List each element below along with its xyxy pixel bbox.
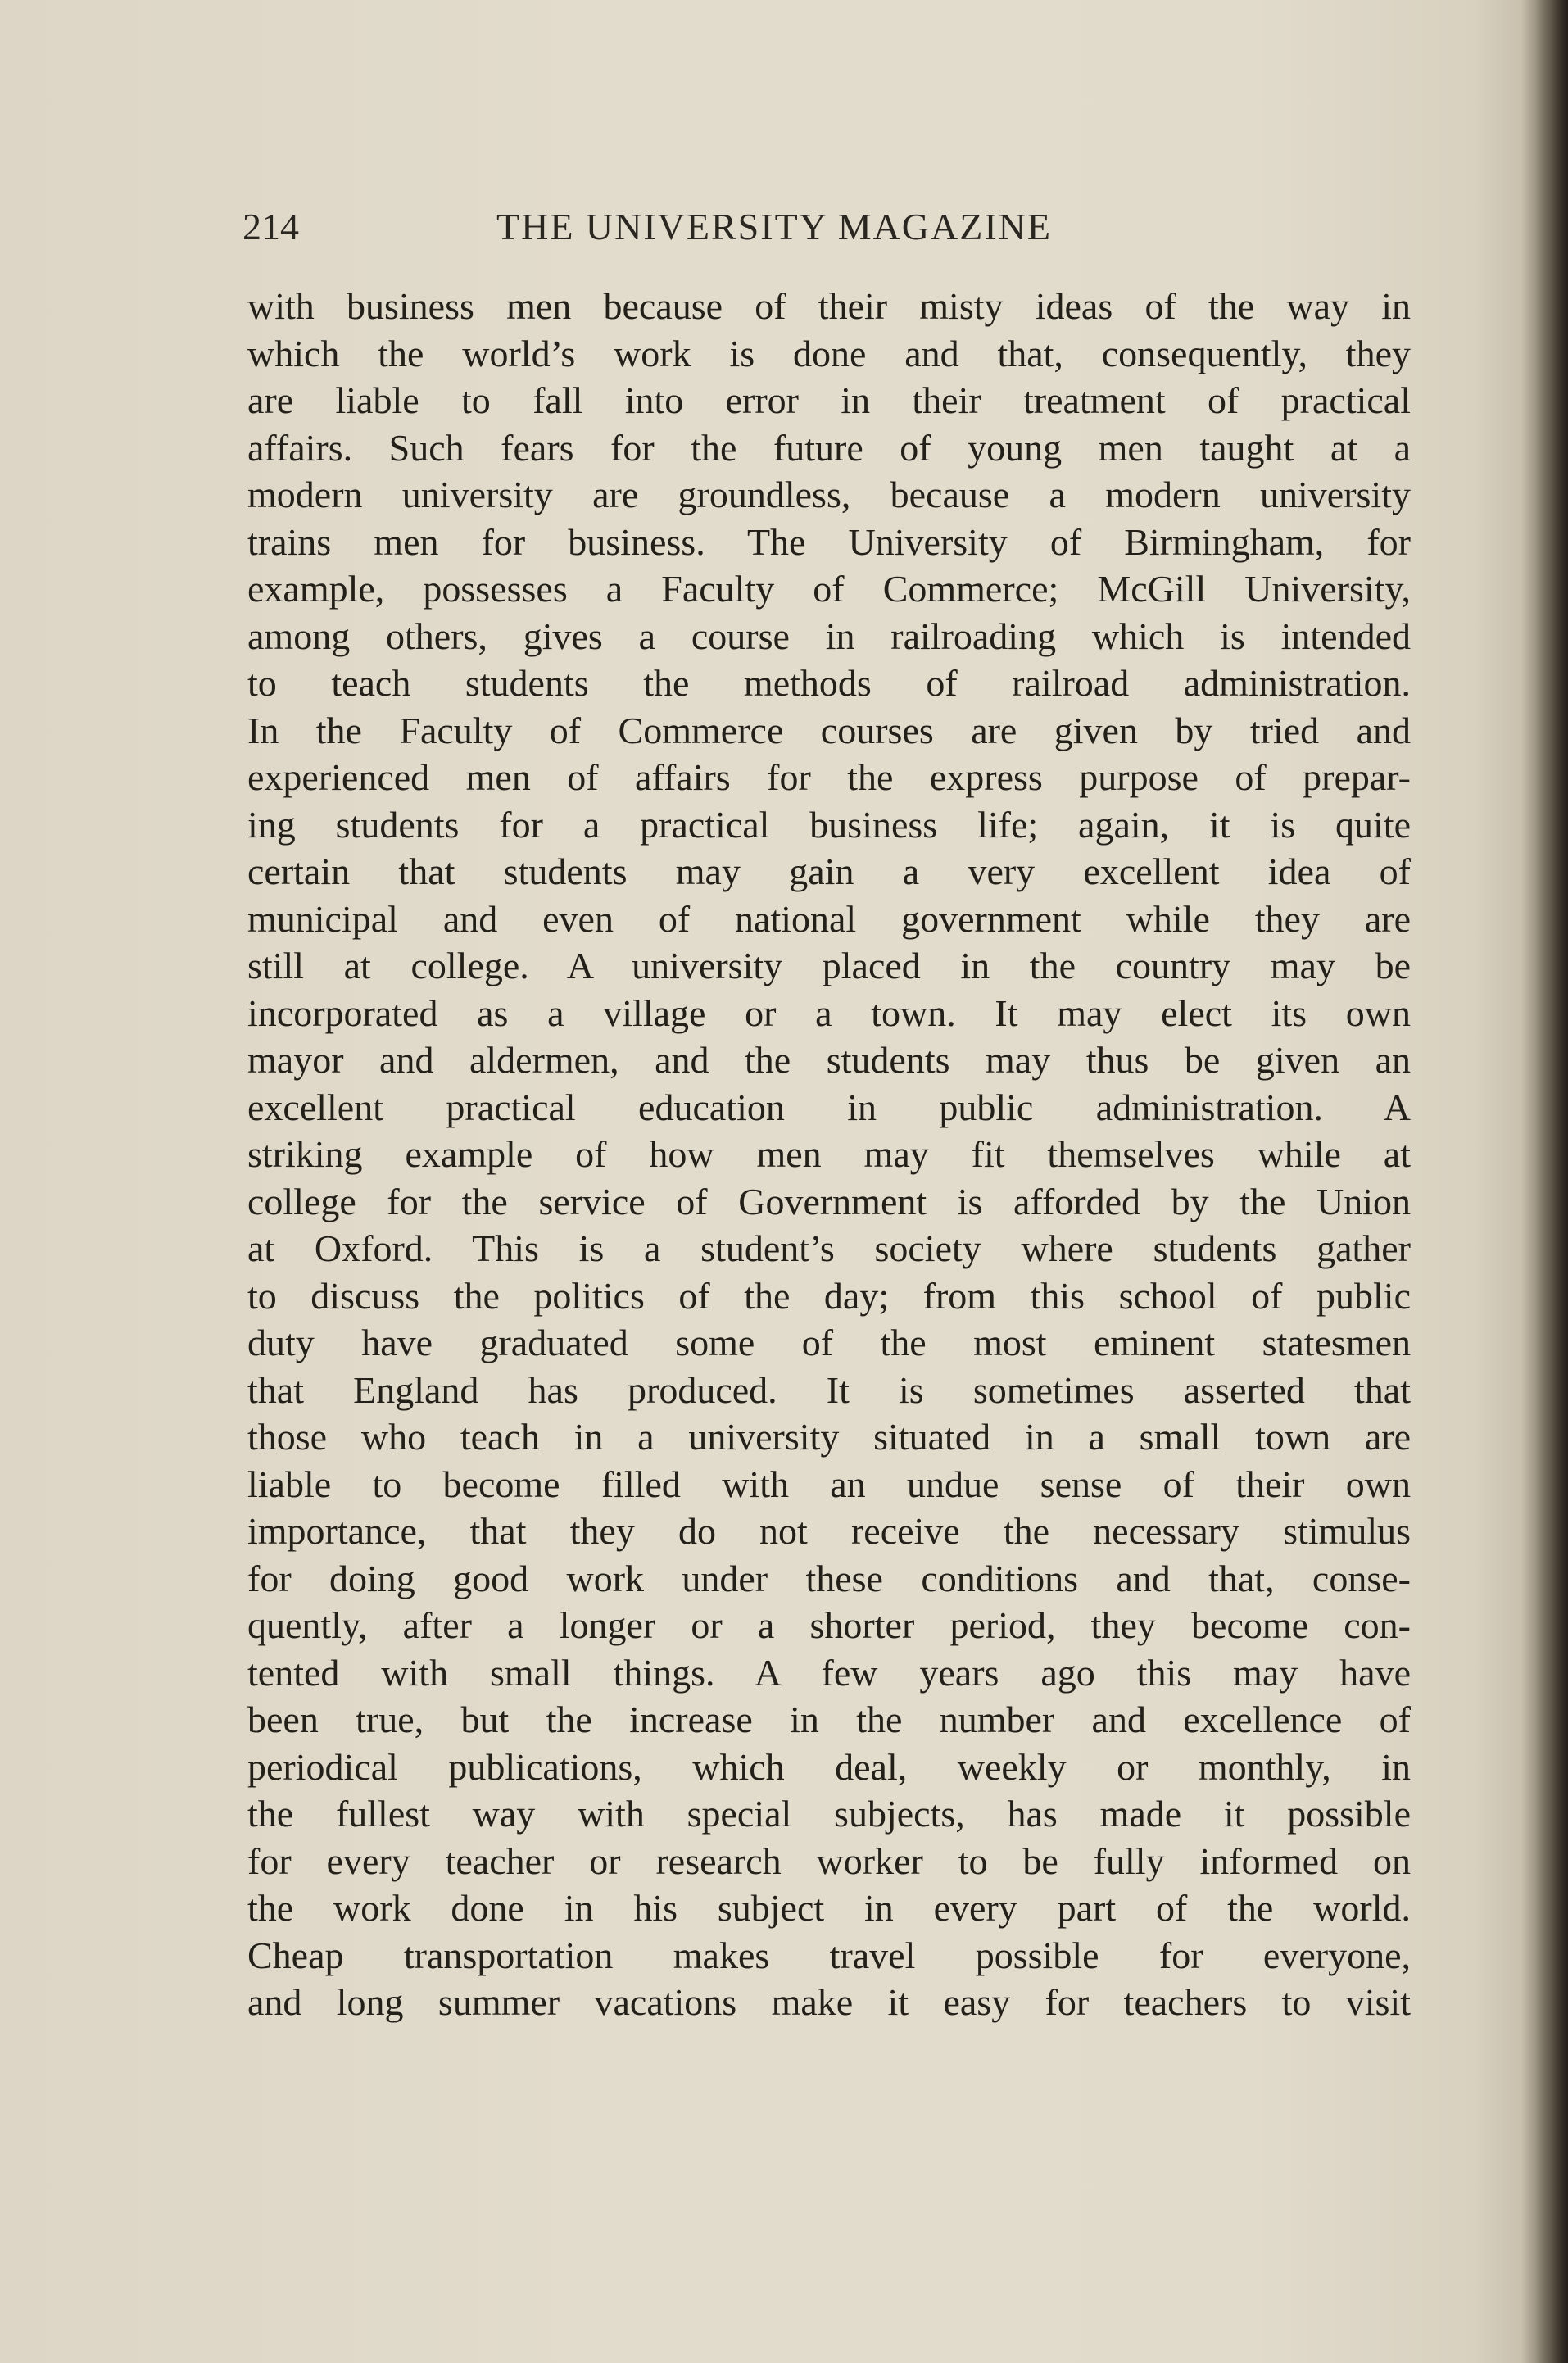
text-line: mayor and aldermen, and the students may thus be given an <box>247 1039 1411 1081</box>
text-line: trains men for business. The University of Birmingham, for <box>247 520 1411 563</box>
text-line: modern university are groundless, because a modern university <box>247 474 1411 515</box>
text-line: excellent practical education in public administration. A <box>247 1086 1411 1128</box>
text-line: quently, after a longer or a shorter period, they become con- <box>247 1604 1411 1646</box>
text-line: for every teacher or research worker to be fully informed on <box>247 1839 1411 1882</box>
text-line: at Oxford. This is a student’s society where students gather <box>247 1227 1411 1269</box>
text-line: In the Faculty of Commerce courses are given by tried and <box>247 709 1411 751</box>
text-line: certain that students may gain a very excellent idea of <box>247 850 1411 892</box>
running-head <box>242 202 1135 252</box>
text-line: for doing good work under these conditions and that, conse- <box>247 1557 1411 1599</box>
text-line: example, possesses a Faculty of Commerce; McGill University, <box>247 568 1411 610</box>
text-line: the fullest way with special subjects, has made it possible <box>247 1793 1411 1835</box>
text-line: Cheap transportation makes travel possible for everyone, <box>247 1934 1411 1976</box>
text-line: experienced men of affairs for the express purpose of prepar- <box>247 756 1411 798</box>
text-line: to teach students the methods of railroad administration. <box>247 662 1411 704</box>
text-line: tented with small things. A few years ago this may have <box>247 1651 1411 1694</box>
text-line: among others, gives a course in railroading which is intended <box>247 615 1411 657</box>
text-line: still at college. A university placed in the country may be <box>247 945 1411 986</box>
text-line: that England has produced. It is sometimes asserted that <box>247 1368 1411 1411</box>
text-line: those who teach in a university situated in a small town are <box>247 1416 1411 1458</box>
text-line: are liable to fall into error in their treatment of practical <box>247 379 1411 421</box>
text-line: been true, but the increase in the number and excellence of <box>247 1699 1411 1740</box>
text-line: the work done in his subject in every part of the world. <box>247 1887 1411 1929</box>
running-title: THE UNIVERSITY MAGAZINE <box>496 206 1052 247</box>
text-line: college for the service of Government is afforded by the Union <box>247 1180 1411 1222</box>
text-line: importance, that they do not receive the necessary stimulus <box>247 1510 1411 1552</box>
text-line: affairs. Such fears for the future of young men taught at a <box>247 426 1411 469</box>
text-line: with business men because of their misty ideas of the way in <box>247 285 1411 327</box>
text-line: periodical publications, which deal, weekly or monthly, in <box>247 1745 1411 1788</box>
text-line: ing students for a practical business life; again, it is quite <box>247 803 1411 846</box>
spine-shadow <box>1535 0 1568 2363</box>
text-line: and long summer vacations make it easy for teachers to visit <box>247 1981 1411 2023</box>
text-line: which the world’s work is done and that, consequently, they <box>247 332 1411 374</box>
text-line: municipal and even of national government while they are <box>247 897 1411 940</box>
text-line: striking example of how men may fit themselves while at <box>247 1133 1411 1175</box>
page-number: 214 <box>242 206 299 247</box>
text-line: liable to become filled with an undue sense of their own <box>247 1463 1411 1505</box>
text-line: to discuss the politics of the day; from this school of public <box>247 1274 1411 1317</box>
body-text <box>247 283 1411 2026</box>
text-line: duty have graduated some of the most eminent statesmen <box>247 1322 1411 1363</box>
text-line: incorporated as a village or a town. It may elect its own <box>247 991 1411 1034</box>
